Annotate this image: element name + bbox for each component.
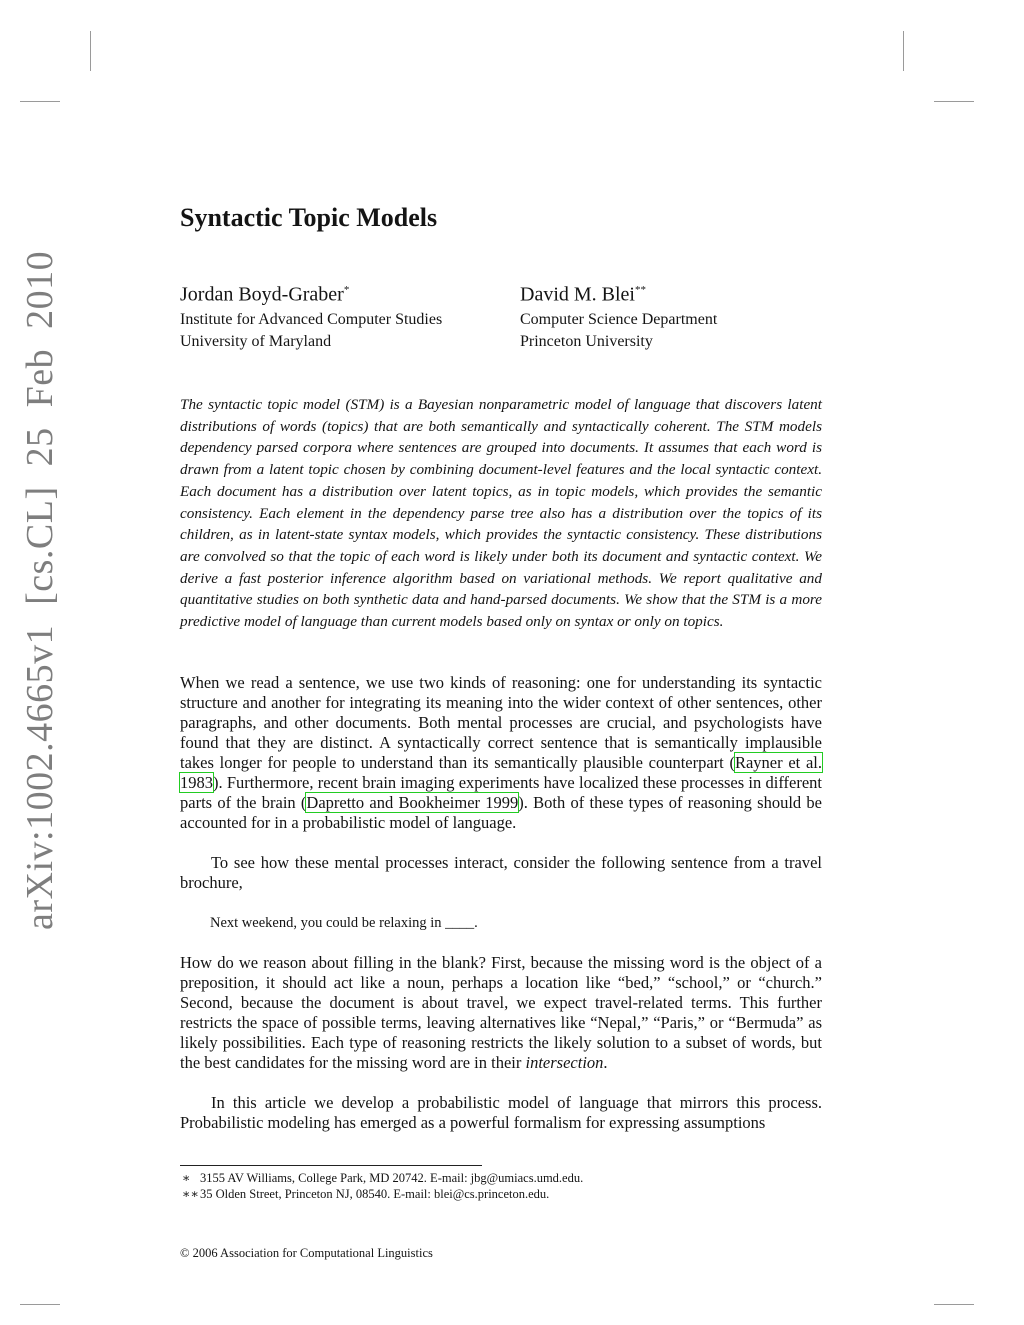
example-sentence: Next weekend, you could be relaxing in ____.: [210, 915, 478, 931]
body-paragraph: To see how these mental processes interact, consider the following sentence from a travel brochure,: [180, 853, 822, 892]
crop-mark: [90, 31, 91, 71]
crop-mark: [20, 1304, 60, 1305]
author-block: [520, 278, 717, 353]
arxiv-identifier: arXiv:1002.4665v1 [cs.CL] 25 Feb 2010: [19, 250, 61, 930]
citation-link[interactable]: Dapretto and Bookheimer 1999: [306, 793, 519, 812]
body-paragraph: How do we reason about filling in the blank? First, because the missing word is the object of a preposition, it should act like a noun, perhaps a location like “bed,” “school,” or “church.” Second, because the document is about travel, we expect travel-related terms. This further restricts the space of possible terms, leaving alternatives like “Nepal,” “Paris,” or “Bermuda” as likely possibilities. Each type of reasoning restricts the likely solution to a subset of words, but the best candidates for the missing word are in their intersection.: [180, 953, 822, 1072]
author-affiliation: Institute for Advanced Computer Studies: [180, 310, 443, 328]
citation-link[interactable]: Rayner et al. 1983: [180, 753, 822, 792]
paper-title: Syntactic Topic Models: [180, 203, 438, 232]
body-paragraph: When we read a sentence, we use two kinds of reasoning: one for understanding its syntactic structure and another for integrating its meaning into the wider context of other sentences, other paragraphs, and other documents. Both mental processes are crucial, and psychologists have found that they are distinct. A syntactically correct sentence that is semantically implausible takes longer for people to understand than its semantically plausible counterpart (Rayner et al. 1983). Furthermore, recent brain imaging experiments have localized these processes in different parts of the brain (Dapretto and Bookheimer 1999). Both of these types of reasoning should be accounted for in a probabilistic model of language.: [180, 673, 823, 832]
copyright-notice: © 2006 Association for Computational Linguistics: [180, 1246, 433, 1260]
abstract: The syntactic topic model (STM) is a Bayesian nonparametric model of language that discovers latent distributions of words (topics) that are both semantically and syntactically coherent. The STM models dependency parsed corpora where sentences are grouped into documents. It assumes that each word is drawn from a latent topic chosen by combining document-level features and the local syntactic context. Each document has a distribution over latent topics, as in topic models, which provides the semantic consistency. Each element in the dependency parse tree also has a distribution over the topics of its children, as in latent-state syntax models, which provides the syntactic consistency. These distributions are convolved so that the topic of each word is likely under both its document and syntactic context. We derive a fast posterior inference algorithm based on variational methods. We report qualitative and quantitative studies on both synthetic data and hand-parsed documents. We show that the STM is a more predictive model of language than current models based only on syntax or only on topics.: [180, 396, 822, 631]
author-name: Jordan Boyd-Graber*: [180, 283, 350, 306]
author-affiliation: Princeton University: [520, 332, 653, 350]
footnote-mark: ∗∗: [182, 1187, 199, 1201]
footnote: ∗ 3155 AV Williams, College Park, MD 20742. E-mail: jbg@umiacs.umd.edu.: [182, 1171, 584, 1185]
footnote-rule: [180, 1165, 482, 1166]
author-footnote-mark: **: [635, 284, 646, 296]
author-block: [180, 278, 442, 353]
author-name: David M. Blei**: [520, 283, 646, 306]
body-paragraph: In this article we develop a probabilistic model of language that mirrors this process. Probabilistic modeling has emerged as a powerful formalism for expressing assumptions: [180, 1093, 822, 1132]
author-affiliation: University of Maryland: [180, 332, 332, 350]
crop-mark: [20, 101, 60, 102]
crop-mark: [934, 1304, 974, 1305]
footnote: ∗∗35 Olden Street, Princeton NJ, 08540. E-mail: blei@cs.princeton.edu.: [182, 1187, 550, 1201]
author-footnote-mark: *: [343, 284, 350, 296]
emphasis: intersection: [525, 1053, 604, 1072]
footnote-mark: ∗: [182, 1171, 191, 1185]
crop-mark: [934, 101, 974, 102]
author-affiliation: Computer Science Department: [520, 310, 718, 328]
crop-mark: [903, 31, 904, 71]
